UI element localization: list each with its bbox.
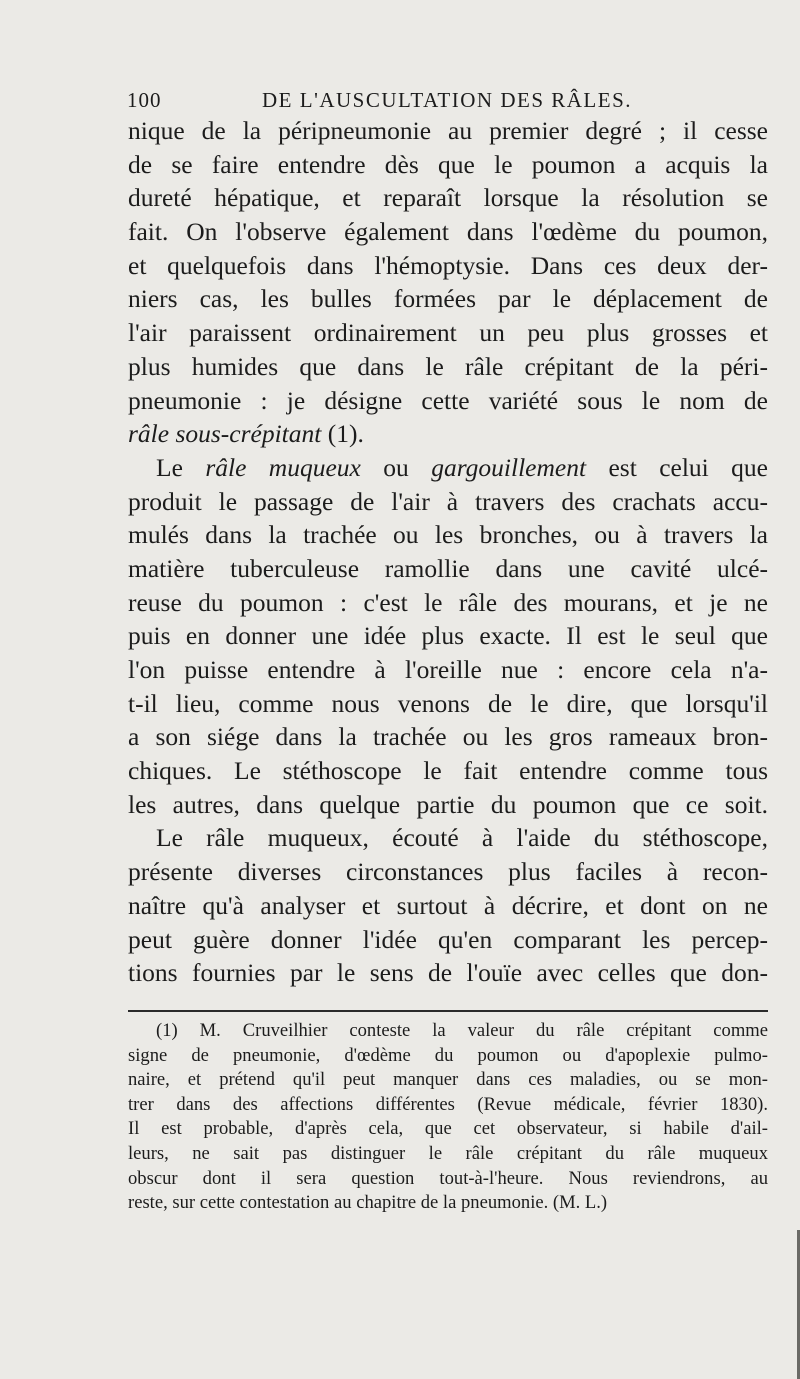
text-line: produit le passage de l'air à travers des crachats accu- (128, 486, 768, 516)
text-line: puis en donner une idée plus exacte. Il est le seul que (128, 621, 768, 651)
page-number: 100 (127, 88, 162, 112)
text-line: nique de la péripneumonie au premier degré ; il cesse (128, 116, 768, 145)
text-line: les autres, dans quelque partie du poumon que ce soit. (128, 789, 768, 819)
footnote-line: naire, et prétend qu'il peut manquer dans ces maladies, ou se mon- (128, 1069, 768, 1091)
text-line: Le râle muqueux, écouté à l'aide du stéthoscope, (156, 823, 768, 853)
text-line: l'on puisse entendre à l'oreille nue : encore cela n'a- (128, 655, 768, 684)
text-line-italic: Le râle muqueux ou gargouillement est celui que (156, 452, 768, 482)
footnote-line: Il est probable, d'après cela, que cet observateur, si habile d'ail- (128, 1118, 768, 1140)
main-text (128, 114, 768, 990)
text-line: présente diverses circonstances plus faciles à recon- (128, 857, 768, 887)
footnote-line: trer dans des affections différentes (Revue médicale, février 1830). (128, 1093, 768, 1115)
text-line: a son siége dans la trachée ou les gros rameaux bron- (128, 722, 768, 752)
italic-term: râle muqueux (205, 452, 361, 482)
footnote (128, 1019, 768, 1216)
italic-term: gargouillement (431, 452, 587, 482)
text-line: tions fournies par le sens de l'ouïe avec celles que don- (128, 958, 768, 988)
text-line: niers cas, les bulles formées par le déplacement de (128, 284, 768, 314)
text-line: de se faire entendre dès que le poumon a acquis la (128, 149, 768, 179)
text-line: peut guère donner l'idée qu'en comparant les percep- (128, 924, 768, 954)
footnote-line: obscur dont il sera question tout-à-l'heure. Nous reviendrons, au (128, 1167, 768, 1189)
text-line: matière tuberculeuse ramollie dans une cavité ulcé- (128, 553, 768, 583)
text-line: plus humides que dans le râle crépitant de la péri- (128, 351, 768, 381)
text-line: et quelquefois dans l'hémoptysie. Dans ces deux der- (128, 250, 768, 280)
italic-term: râle sous-crépitant (128, 419, 322, 449)
text-line: pneumonie : je désigne cette variété sous le nom de (128, 385, 768, 415)
text-line: l'air paraissent ordinairement un peu plus grosses et (128, 318, 768, 348)
text-line: dureté hépatique, et reparaît lorsque la résolution se (128, 183, 768, 213)
text-line: reuse du poumon : c'est le râle des mourans, et je ne (128, 587, 768, 617)
text-line: t-il lieu, comme nous venons de le dire, que lorsqu'il (128, 688, 768, 718)
text-line: fait. On l'observe également dans l'œdème du poumon, (128, 217, 768, 247)
footnote-line: signe de pneumonie, d'œdème du poumon ou d'apoplexie pulmo- (128, 1044, 768, 1066)
text-line-italic: râle sous-crépitant (1). (128, 419, 364, 449)
text-line: naître qu'à analyser et surtout à décrire, et dont on ne (128, 890, 768, 920)
footnote-line: leurs, ne sait pas distinguer le râle crépitant du râle muqueux (128, 1142, 768, 1164)
text-line: mulés dans la trachée ou les bronches, ou à travers la (128, 520, 768, 550)
footnote-line: (1) M. Cruveilhier conteste la valeur du râle crépitant comme (156, 1020, 768, 1041)
running-title: DE L'AUSCULTATION DES RÂLES. (262, 88, 633, 112)
footnote-line: reste, sur cette contestation au chapitre de la pneumonie. (M. L.) (128, 1192, 608, 1214)
text-line: chiques. Le stéthoscope le fait entendre comme tous (128, 756, 768, 786)
footnote-divider (128, 1010, 768, 1012)
